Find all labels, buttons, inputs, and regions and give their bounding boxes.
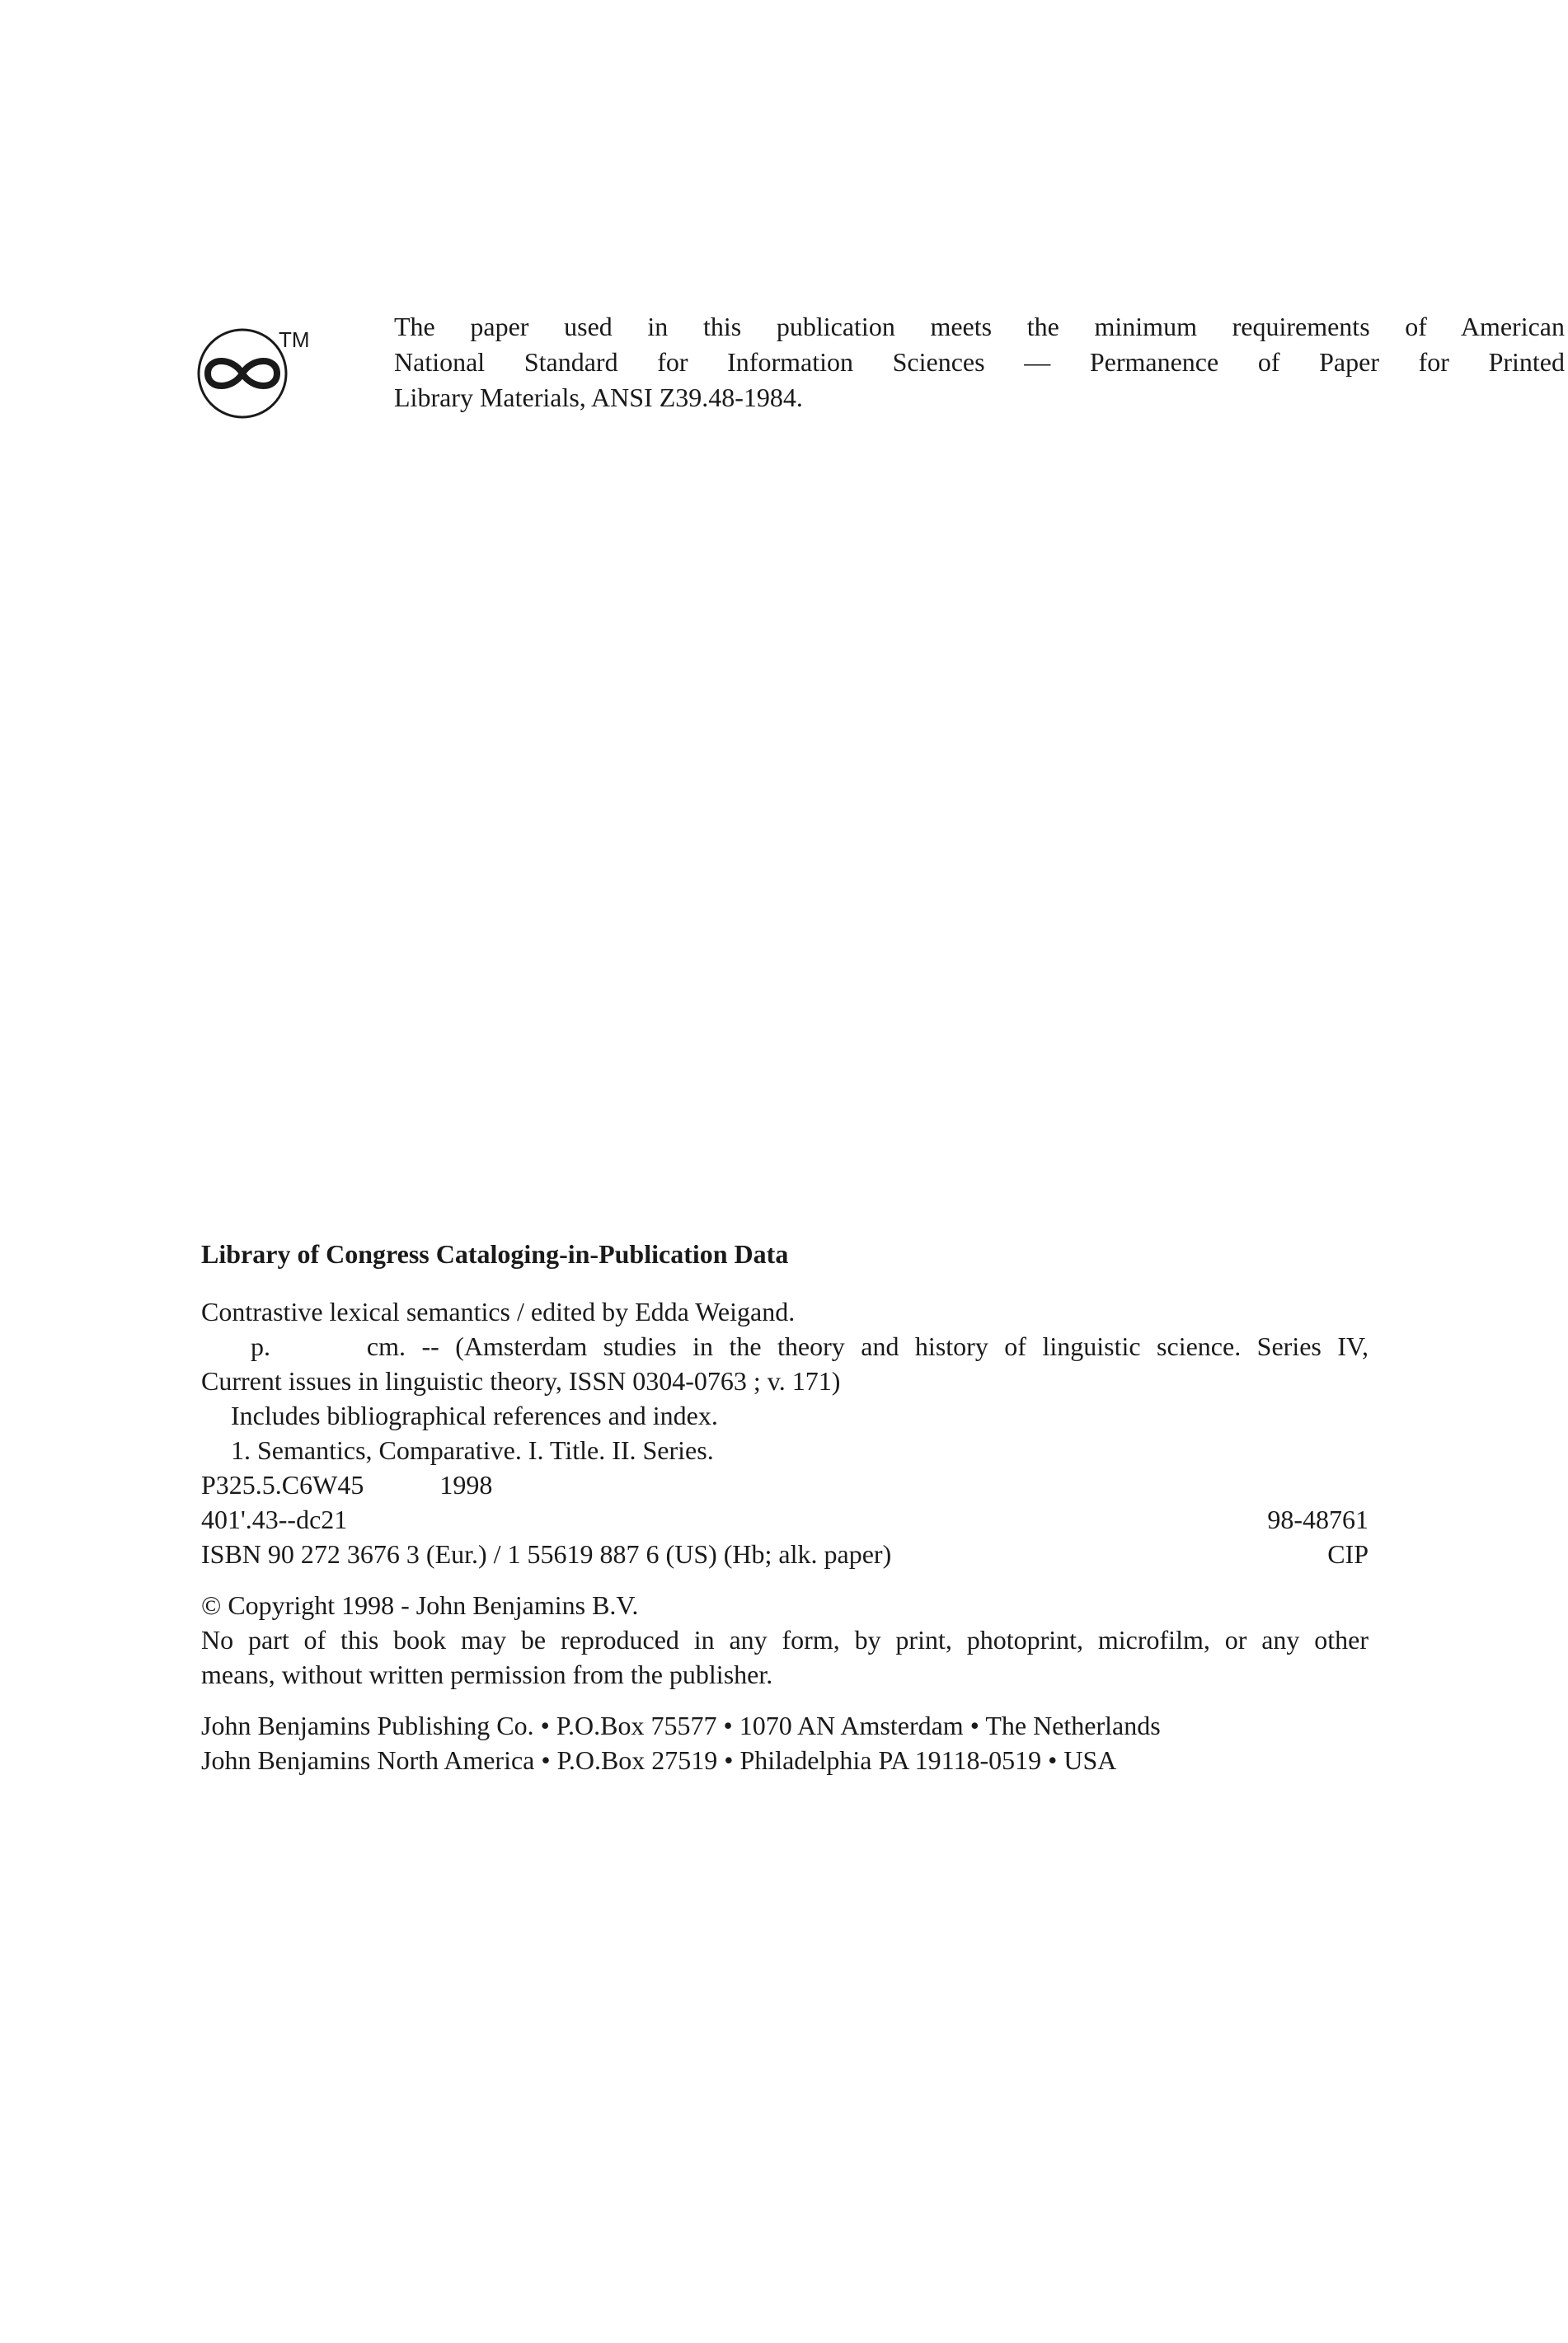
permanence-of-paper-infinity-logo <box>196 316 386 439</box>
lccn: 98-48761 <box>1267 1505 1368 1534</box>
infinity-circle-icon <box>196 316 386 439</box>
cip-call-number-line <box>201 1467 1368 1502</box>
cip-label: CIP <box>1327 1539 1368 1569</box>
cip-includes-line: Includes bibliographical references and index. <box>231 1401 718 1430</box>
permanence-notice-text <box>394 309 1565 416</box>
trademark-label: TM <box>279 327 310 352</box>
publisher-europe: John Benjamins Publishing Co. • P.O.Box 75577 • 1070 AN Amsterdam • The Netherlands <box>201 1711 1161 1740</box>
notice-line: Library Materials, ANSI Z39.48-1984. <box>394 383 803 412</box>
call-number: P325.5.C6W45 <box>201 1470 364 1500</box>
isbn: ISBN 90 272 3676 3 (Eur.) / 1 55619 887 6 (US) (Hb; alk. paper) <box>201 1539 892 1569</box>
cip-heading: Library of Congress Cataloging-in-Publication Data <box>201 1239 789 1269</box>
cip-title-line: Contrastive lexical semantics / edited by Edda Weigand. <box>201 1297 796 1326</box>
rights-line: No part of this book may be reproduced in any form, by print, photoprint, microfilm, or any other <box>201 1625 1368 1655</box>
call-year: 1998 <box>439 1470 493 1500</box>
cip-series-line: Current issues in linguistic theory, ISSN 0304-0763 ; v. 171) <box>201 1366 841 1396</box>
cataloging-in-publication-block <box>201 1237 1368 1777</box>
cip-dewey-row <box>201 1502 1368 1537</box>
cip-isbn-row <box>201 1537 1368 1571</box>
notice-line: The paper used in this publication meets the minimum requirements of American <box>394 312 1565 341</box>
copyright-line: © Copyright 1998 - John Benjamins B.V. <box>201 1590 639 1620</box>
dewey-number: 401'.43--dc21 <box>201 1505 348 1534</box>
notice-line: National Standard for Information Sciences — Permanence of Paper for Printed <box>394 347 1565 377</box>
cip-subjects-line: 1. Semantics, Comparative. I. Title. II. Series. <box>231 1435 714 1465</box>
publisher-america: John Benjamins North America • P.O.Box 27519 • Philadelphia PA 19118-0519 • USA <box>201 1745 1117 1775</box>
cip-series-line: p. cm. -- (Amsterdam studies in the theory and history of linguistic science. Series IV, <box>251 1331 1368 1361</box>
rights-line: means, without written permission from the publisher. <box>201 1660 773 1689</box>
